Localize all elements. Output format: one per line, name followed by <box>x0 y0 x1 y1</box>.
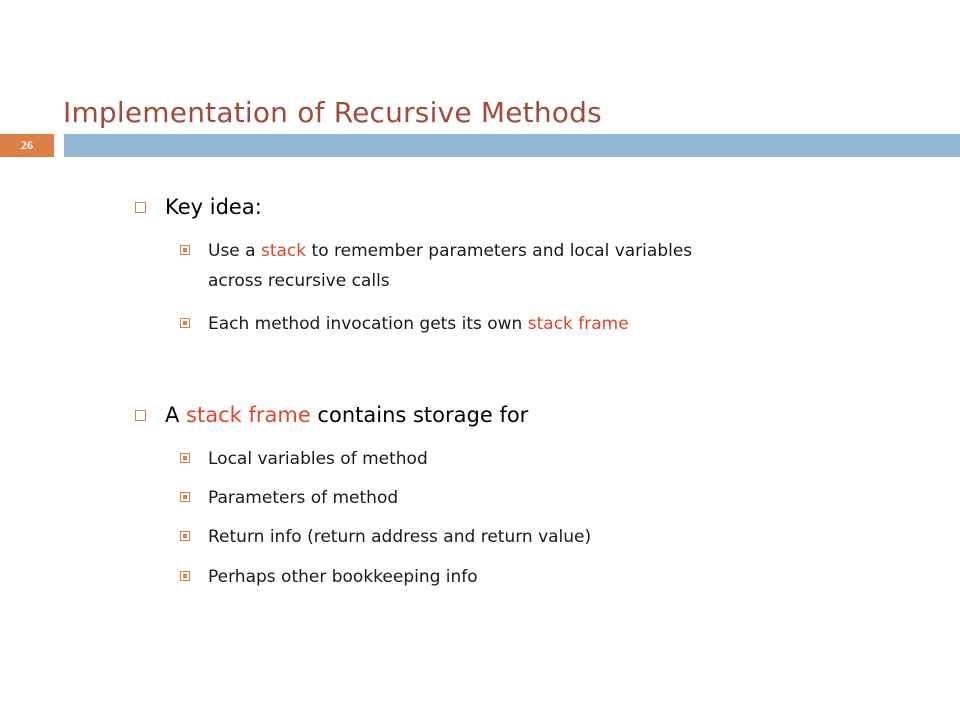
sub-bullet-bookkeeping <box>180 562 478 592</box>
filled-square-bullet-icon <box>180 318 190 328</box>
square-bullet-icon <box>135 410 146 421</box>
text-segment: to remember parameters and local variables <box>306 241 693 261</box>
slide-number: 26 <box>0 134 54 157</box>
text-segment: Use a <box>208 241 261 261</box>
highlight-stack-frame: stack frame <box>527 314 629 334</box>
text-segment: Each method invocation gets its own <box>208 314 528 334</box>
sub-bullet-text: Parameters of method <box>208 488 399 508</box>
sub-bullet-text: Perhaps other bookkeeping info <box>208 567 478 587</box>
highlight-stack-frame: stack frame <box>186 403 311 427</box>
bullet-stack-frame-contains <box>135 403 529 427</box>
square-bullet-icon <box>135 202 146 213</box>
highlight-stack: stack <box>260 241 307 261</box>
sub-bullet-text: Local variables of method <box>208 449 428 469</box>
sub-bullet-stack-frame <box>180 309 629 339</box>
filled-square-bullet-icon <box>180 531 190 541</box>
filled-square-bullet-icon <box>180 453 190 463</box>
filled-square-bullet-icon <box>180 492 190 502</box>
slide-title: Implementation of Recursive Methods <box>63 96 602 129</box>
sub-bullet-return-info <box>180 522 592 552</box>
sub-bullet-text <box>208 236 692 266</box>
text-segment: A <box>165 403 187 427</box>
sub-bullet-text-line2: across recursive calls <box>208 271 390 291</box>
filled-square-bullet-icon <box>180 245 190 255</box>
sub-bullet-local-variables <box>180 444 428 474</box>
sub-bullet-text <box>208 309 629 339</box>
sub-bullet-use-stack <box>180 236 693 296</box>
sub-bullet-parameters <box>180 483 399 513</box>
text-segment: contains storage for <box>310 403 529 427</box>
bullet-key-idea-text: Key idea: <box>165 195 262 219</box>
sub-bullet-text: Return info (return address and return value) <box>208 527 592 547</box>
bullet-stack-frame-text <box>165 403 528 427</box>
filled-square-bullet-icon <box>180 571 190 581</box>
bullet-key-idea <box>135 195 262 219</box>
